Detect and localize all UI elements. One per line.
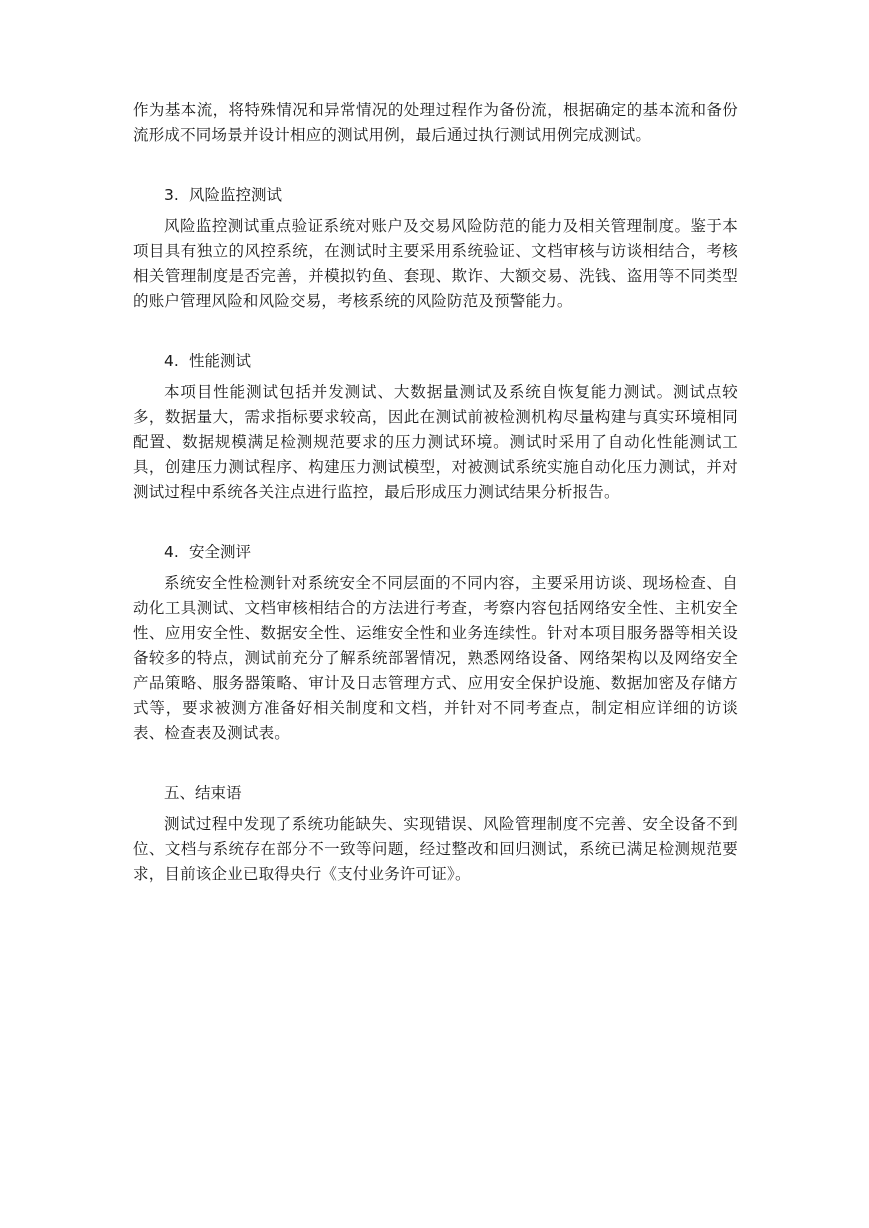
section-risk-monitoring xyxy=(133,183,738,314)
section-body: 本项目性能测试包括并发测试、大数据量测试及系统自恢复能力测试。测试点较多，数据量大，需求指标要求较高，因此在测试前被检测机构尽量构建与真实环境相同配置、数据规模满足检测规范要求的压力测试环境。测试时采用了自动化性能测试工具，创建压力测试程序、构建压力测试模型，对被测试系统实施自动化压力测试，并对测试过程中系统各关注点进行监控，最后形成压力测试结果分析报告。 xyxy=(133,383,738,501)
section-conclusion xyxy=(133,781,738,887)
section-title: 性能测试 xyxy=(188,352,251,370)
section-performance xyxy=(133,349,738,505)
section-heading xyxy=(133,183,738,208)
spacer xyxy=(133,314,738,349)
section-heading xyxy=(133,349,738,374)
section-number: 4. xyxy=(164,352,179,370)
intro-paragraph: 作为基本流，将特殊情况和异常情况的处理过程作为备份流，根据确定的基本流和备份流形成不同场景并设计相应的测试用例，最后通过执行测试用例完成测试。 xyxy=(133,101,738,144)
section-heading xyxy=(133,540,738,565)
spacer xyxy=(133,505,738,540)
spacer xyxy=(133,148,738,183)
section-security xyxy=(133,540,738,746)
section-title: 风险监控测试 xyxy=(188,186,282,204)
conclusion-body: 测试过程中发现了系统功能缺失、实现错误、风险管理制度不完善、安全设备不到位、文档与系统存在部分不一致等问题，经过整改和回归测试，系统已满足检测规范要求，目前该企业已取得央行《支付业务许可证》。 xyxy=(133,815,738,883)
section-number: 3. xyxy=(164,186,179,204)
spacer xyxy=(133,746,738,781)
section-body: 系统安全性检测针对系统安全不同层面的不同内容，主要采用访谈、现场检查、自动化工具测试、文档审核相结合的方法进行考查，考察内容包括网络安全性、主机安全性、应用安全性、数据安全性、运维安全性和业务连续性。针对本项目服务器等相关设备较多的特点，测试前充分了解系统部署情况，熟悉网络设备、网络架构以及网络安全产品策略、服务器策略、审计及日志管理方式、应用安全保护设施、数据加密及存储方式等，要求被测方准备好相关制度和文档，并针对不同考查点，制定相应详细的访谈表、检查表及测试表。 xyxy=(133,574,738,742)
section-number: 4. xyxy=(164,543,179,561)
document-page xyxy=(133,98,738,887)
conclusion-heading: 五、结束语 xyxy=(164,784,242,802)
section-body: 风险监控测试重点验证系统对账户及交易风险防范的能力及相关管理制度。鉴于本项目具有独立的风控系统，在测试时主要采用系统验证、文档审核与访谈相结合，考核相关管理制度是否完善，并模拟钓鱼、套现、欺诈、大额交易、洗钱、盗用等不同类型的账户管理风险和风险交易，考核系统的风险防范及预警能力。 xyxy=(133,217,738,310)
section-title: 安全测评 xyxy=(188,543,251,561)
